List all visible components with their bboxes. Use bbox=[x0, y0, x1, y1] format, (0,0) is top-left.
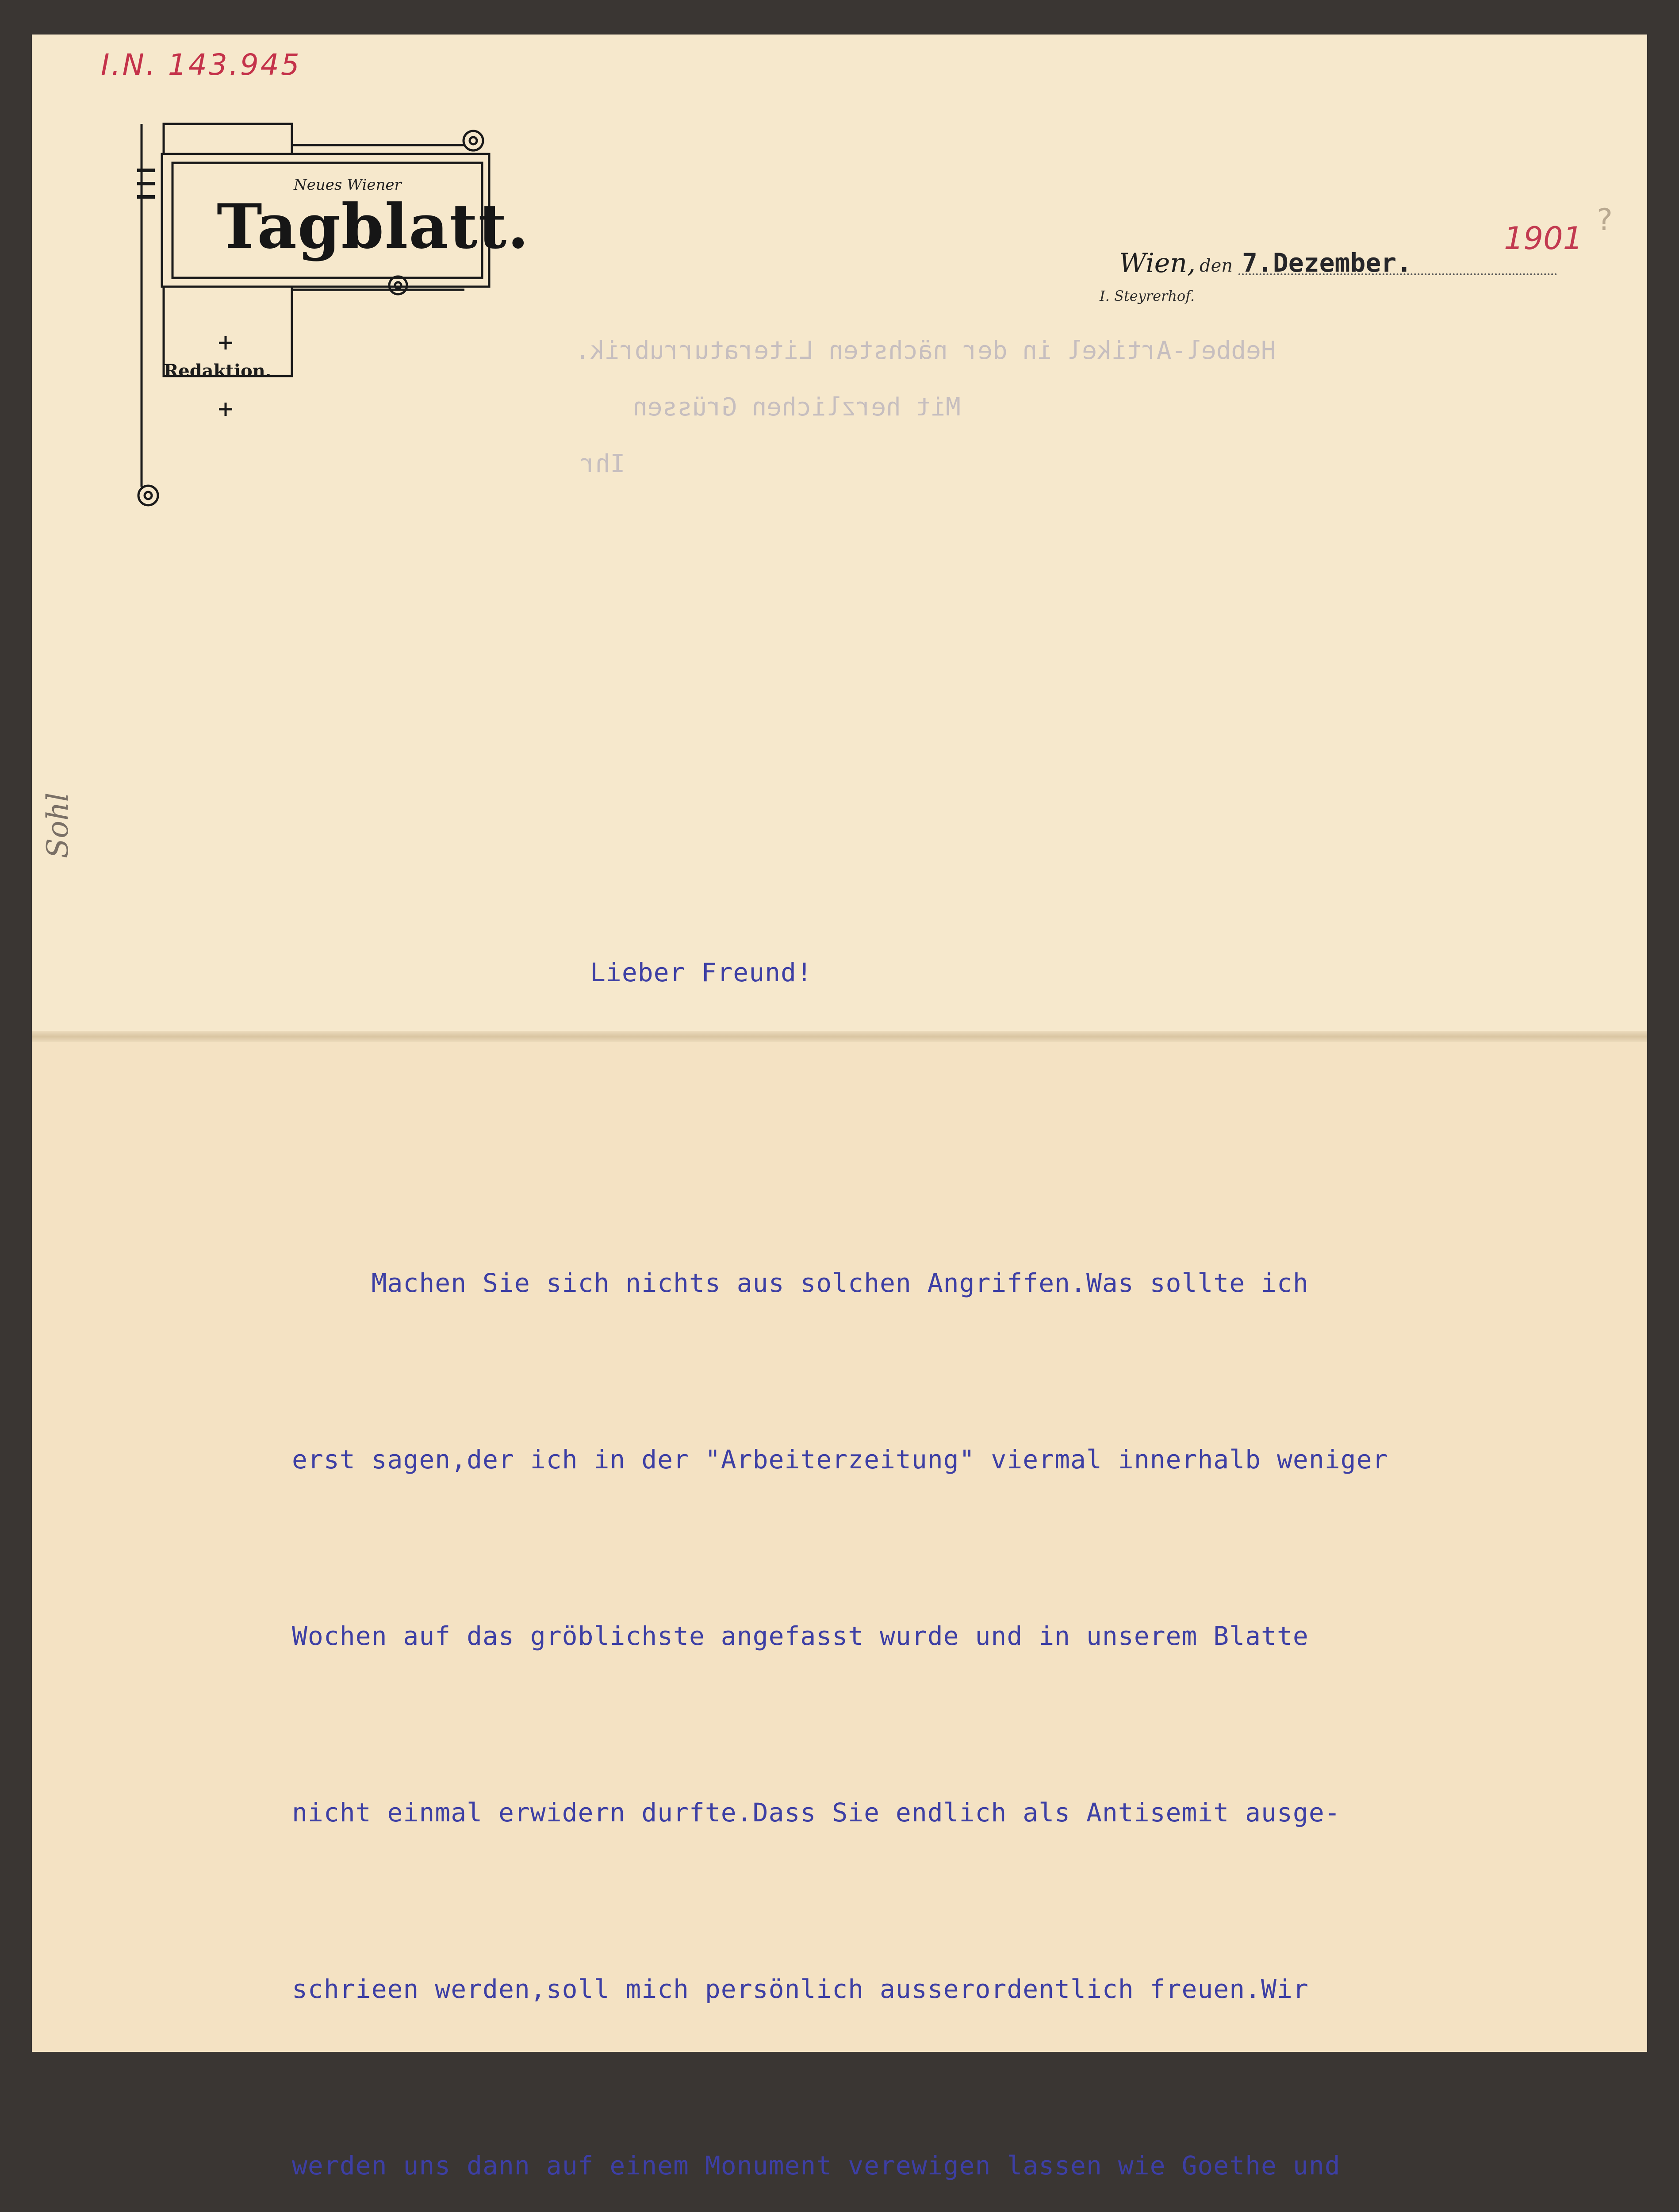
letter-line: werden uns dann auf einem Monument verewigen lassen wie Goethe und bbox=[292, 2151, 1341, 2181]
handwritten-query: ? bbox=[1597, 203, 1613, 238]
margin-pencil-note: Sohl bbox=[41, 792, 75, 858]
archive-number: I.N. 143.945 bbox=[101, 48, 301, 82]
letter-line: schrieen werden,soll mich persönlich ausserordentlich freuen.Wir bbox=[292, 1974, 1309, 2004]
letterhead-address: I. Steyrerhof. bbox=[1100, 288, 1195, 304]
handwritten-year: 1901 bbox=[1504, 220, 1583, 257]
salutation: Lieber Freund! bbox=[590, 957, 813, 987]
letter-date: 7.Dezember. bbox=[1242, 248, 1412, 278]
dateline-den: den bbox=[1200, 256, 1233, 276]
letter-line: Wochen auf das gröblichste angefasst wurde und in unserem Blatte bbox=[292, 1621, 1309, 1651]
letter-line: nicht einmal erwidern durfte.Dass Sie endlich als Antisemit ausge- bbox=[292, 1797, 1341, 1828]
letter-body bbox=[292, 1136, 1388, 2212]
show-through-line-2: Mit herzlichen Grüssen bbox=[632, 393, 961, 422]
letter-line: Machen Sie sich nichts aus solchen Angriffen.Was sollte ich bbox=[292, 1268, 1309, 1298]
letter-line: erst sagen,der ich in der "Arbeiterzeitung" viermal innerhalb weniger bbox=[292, 1444, 1388, 1475]
show-through-line-3: Ihr bbox=[580, 449, 625, 478]
dateline-place: Wien, bbox=[1119, 248, 1196, 279]
letterhead-department: Redaktion. bbox=[164, 361, 272, 381]
letterhead-masthead: Tagblatt. bbox=[217, 190, 530, 262]
letterhead-small-heading: Neues Wiener bbox=[294, 176, 402, 194]
paper-fold bbox=[32, 1031, 1647, 1042]
show-through-line-1: Hebbel-Artikel in der nächsten Literaturrubrik. bbox=[575, 336, 1276, 365]
